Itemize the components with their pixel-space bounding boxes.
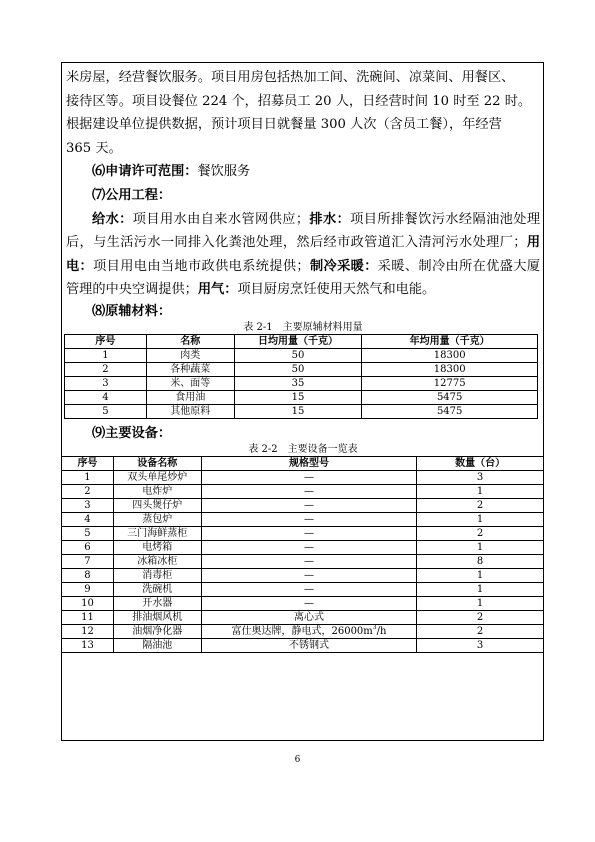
cell-spec: — — [201, 498, 417, 512]
col-header: 日均用量（千克） — [234, 334, 362, 348]
intro-paragraph — [66, 66, 540, 160]
cell-daily: 50 — [234, 362, 362, 376]
table-row — [65, 362, 538, 376]
drain-label: 排水： — [309, 211, 351, 227]
cell-name: 油烟净化器 — [113, 624, 201, 638]
cell-index: 3 — [65, 376, 147, 390]
table-row — [62, 582, 544, 596]
cell-name: 食用油 — [146, 390, 234, 404]
hvac-text: 采暖、制冷由所在优盛大厦管理的中央空调提供； — [66, 258, 541, 298]
cell-annual: 12775 — [362, 376, 538, 390]
table-row — [62, 554, 544, 568]
cell-index: 5 — [62, 526, 114, 540]
col-header: 年均用量（千克） — [362, 334, 538, 348]
table-row — [62, 540, 544, 554]
table-row — [62, 596, 544, 610]
cell-qty: 1 — [417, 484, 544, 498]
cell-name: 排油烟风机 — [113, 610, 201, 624]
table-row — [62, 498, 544, 512]
spec-unit: /h — [376, 625, 387, 637]
equipment-header-row — [62, 456, 544, 470]
cell-qty: 1 — [417, 540, 544, 554]
cell-index: 5 — [65, 404, 147, 418]
cell-qty: 3 — [417, 638, 544, 652]
cell-spec: — — [201, 526, 417, 540]
col-header: 序号 — [62, 456, 114, 470]
cell-index: 13 — [62, 638, 114, 652]
cell-index: 11 — [62, 610, 114, 624]
col-header: 名称 — [146, 334, 234, 348]
cell-daily: 15 — [234, 390, 362, 404]
cell-qty: 1 — [417, 512, 544, 526]
cell-qty: 2 — [417, 624, 544, 638]
materials-header-row — [65, 334, 538, 348]
cell-spec: 不锈钢式 — [201, 638, 417, 652]
cell-spec — [201, 624, 417, 638]
cell-daily: 50 — [234, 348, 362, 362]
table-row — [62, 610, 544, 624]
cell-index: 6 — [62, 540, 114, 554]
cell-qty: 8 — [417, 554, 544, 568]
cell-index: 4 — [62, 512, 114, 526]
materials-heading-text: ⑻原辅材料： — [92, 303, 172, 319]
table-row — [62, 638, 544, 652]
utilities-heading — [66, 184, 540, 208]
cell-index: 7 — [62, 554, 114, 568]
table-row — [62, 526, 544, 540]
table-row — [65, 404, 538, 418]
table-row — [65, 390, 538, 404]
cell-name: 双头单尾炒炉 — [113, 470, 201, 484]
cell-qty: 3 — [417, 470, 544, 484]
power-label: 用电： — [66, 235, 541, 274]
cell-spec: — — [201, 582, 417, 596]
cell-daily: 35 — [234, 376, 362, 390]
spec-text: 富仕奥达牌，静电式，26000m — [231, 625, 373, 637]
table-row — [62, 470, 544, 484]
cell-annual: 18300 — [362, 348, 538, 362]
cell-spec: — — [201, 554, 417, 568]
cell-qty: 2 — [417, 526, 544, 540]
equipment-heading — [66, 424, 540, 444]
cell-name: 消毒柜 — [113, 568, 201, 582]
cell-spec: — — [201, 596, 417, 610]
materials-heading — [66, 302, 540, 322]
table-row — [62, 624, 544, 638]
cell-name: 电烤箱 — [113, 540, 201, 554]
col-header: 序号 — [65, 334, 147, 348]
equipment-table-caption: 表 2-2 主要设备一览表 — [248, 443, 358, 455]
cell-index: 9 — [62, 582, 114, 596]
water-text: 项目用水由自来水管网供应； — [132, 211, 310, 227]
gas-text: 项目厨房烹饪使用天然气和电能。 — [237, 282, 436, 298]
drain-text: 项目所排餐饮污水经隔油池处理后，与生活污水一同排入化粪池处理，然后经市政管道汇入清河污水处理厂； — [66, 211, 541, 251]
cell-qty: 1 — [417, 596, 544, 610]
cell-annual: 5475 — [362, 404, 538, 418]
cell-qty: 1 — [417, 568, 544, 582]
utilities-paragraph — [66, 208, 540, 302]
scope-text: 餐饮服务 — [197, 164, 251, 180]
col-header: 数量（台） — [417, 456, 544, 470]
cell-name: 冰箱冰柜 — [113, 554, 201, 568]
cell-name: 米、面等 — [146, 376, 234, 390]
table-row — [62, 512, 544, 526]
cell-qty: 2 — [417, 610, 544, 624]
cell-index: 8 — [62, 568, 114, 582]
cell-index: 10 — [62, 596, 114, 610]
cell-spec: 离心式 — [201, 610, 417, 624]
cell-annual: 18300 — [362, 362, 538, 376]
cell-name: 各种蔬菜 — [146, 362, 234, 376]
intro-line-4: 365 天。 — [66, 140, 122, 156]
scope-heading: ⑹申请许可范围： — [92, 164, 198, 180]
cell-spec: — — [201, 470, 417, 484]
gas-label: 用气： — [197, 282, 238, 298]
cell-index: 2 — [62, 484, 114, 498]
intro-line-1: 米房屋，经营餐饮服务。项目用房包括热加工间、洗碗间、凉菜间、用餐区、 — [66, 70, 515, 85]
cell-spec: — — [201, 512, 417, 526]
cell-index: 12 — [62, 624, 114, 638]
hvac-label: 制冷采暖： — [309, 258, 378, 274]
document-body — [66, 66, 540, 653]
cell-name: 四头煲仔炉 — [113, 498, 201, 512]
cell-index: 2 — [65, 362, 147, 376]
cell-name: 开水器 — [113, 596, 201, 610]
cell-index: 1 — [62, 470, 114, 484]
cell-name: 蒸包炉 — [113, 512, 201, 526]
cell-index: 1 — [65, 348, 147, 362]
intro-line-3: 根据建设单位提供数据，预计项目日就餐量 300 人次（含员工餐），年经营 — [66, 117, 502, 133]
cell-qty: 2 — [417, 498, 544, 512]
superscript: 3 — [372, 623, 377, 631]
cell-qty: 1 — [417, 582, 544, 596]
cell-name: 三门海鲜蒸柜 — [113, 526, 201, 540]
table-row — [65, 348, 538, 362]
col-header: 设备名称 — [113, 456, 201, 470]
table-row — [62, 484, 544, 498]
cell-index: 4 — [65, 390, 147, 404]
scope-section — [66, 160, 540, 184]
cell-name: 电炸炉 — [113, 484, 201, 498]
cell-daily: 15 — [234, 404, 362, 418]
cell-name: 其他原料 — [146, 404, 234, 418]
page-number: 6 — [294, 755, 301, 765]
cell-name: 肉类 — [146, 348, 234, 362]
cell-name: 隔油池 — [113, 638, 201, 652]
table-row — [65, 376, 538, 390]
cell-name: 洗碗机 — [113, 582, 201, 596]
intro-line-2: 接待区等。项目设餐位 224 个，招募员工 20 人，日经营时间 10 时至 22 时。 — [66, 93, 532, 109]
materials-table-caption: 表 2-1 主要原辅材料用量 — [243, 321, 363, 333]
power-text: 项目用电由当地市政供电系统提供； — [93, 258, 310, 274]
cell-spec: — — [201, 568, 417, 582]
equipment-heading-text: ⑼主要设备： — [92, 425, 172, 441]
cell-spec: — — [201, 484, 417, 498]
cell-annual: 5475 — [362, 390, 538, 404]
utilities-heading-text: ⑺公用工程： — [92, 187, 172, 203]
cell-spec: — — [201, 540, 417, 554]
equipment-table — [61, 456, 544, 653]
materials-table — [64, 334, 538, 419]
cell-index: 3 — [62, 498, 114, 512]
table-row — [62, 568, 544, 582]
col-header: 规格型号 — [201, 456, 417, 470]
water-label: 给水： — [92, 211, 133, 227]
